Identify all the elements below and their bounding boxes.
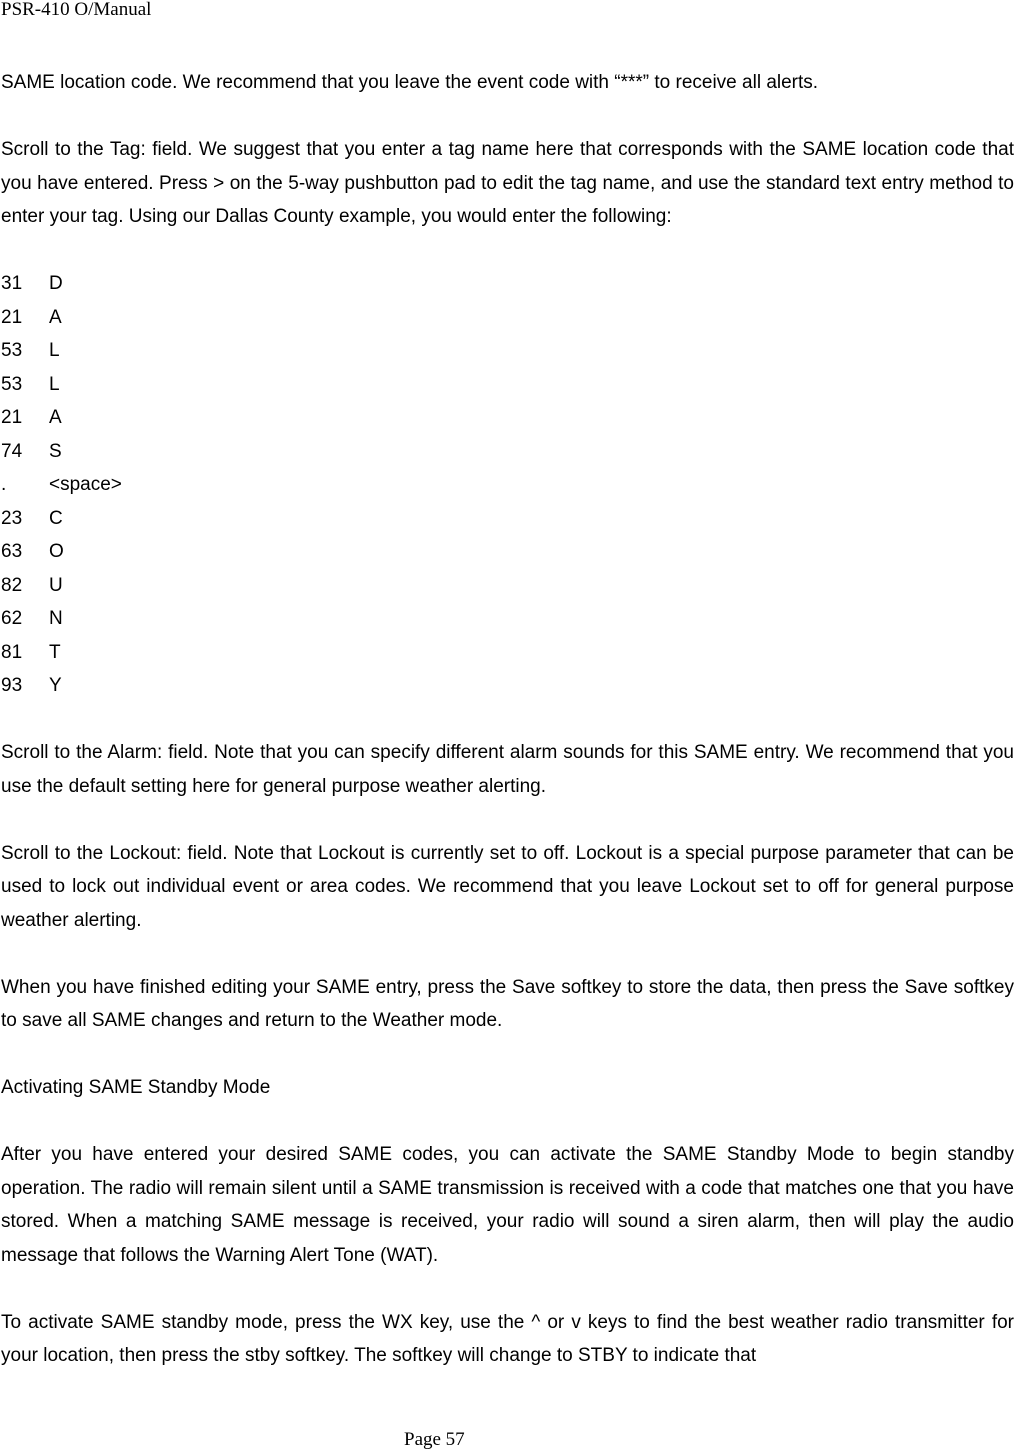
code-entry bbox=[1, 334, 1014, 368]
tag-entry-code-list bbox=[1, 267, 1014, 703]
code-key: 63 bbox=[1, 541, 23, 562]
paragraph-save-entry: When you have finished editing your SAME entry, press the Save softkey to store the data, then press the Save softkey to save all SAME changes and return to the Weather mode. bbox=[1, 976, 1014, 1031]
code-entry bbox=[1, 636, 1014, 670]
code-char: A bbox=[49, 407, 62, 428]
code-key: 21 bbox=[1, 306, 23, 328]
code-key: 23 bbox=[1, 507, 23, 529]
code-entry bbox=[1, 267, 1014, 301]
code-key: . bbox=[1, 474, 7, 495]
code-char: U bbox=[49, 574, 63, 596]
code-entry bbox=[1, 368, 1014, 402]
code-key: 93 bbox=[1, 675, 23, 696]
code-char: T bbox=[49, 641, 61, 663]
code-key: 53 bbox=[1, 373, 23, 395]
document-body bbox=[1, 66, 1014, 1373]
code-key: 62 bbox=[1, 608, 23, 629]
code-key: 21 bbox=[1, 407, 23, 428]
code-char: O bbox=[49, 541, 64, 562]
code-char: Y bbox=[49, 675, 62, 696]
code-char: C bbox=[49, 507, 63, 529]
code-entry bbox=[1, 669, 1014, 703]
section-heading-standby-mode: Activating SAME Standby Mode bbox=[1, 1077, 271, 1098]
code-key: 74 bbox=[1, 440, 23, 462]
code-key: 53 bbox=[1, 340, 23, 361]
code-char: S bbox=[49, 440, 62, 462]
paragraph-same-location: SAME location code. We recommend that you leave the event code with “***” to receive all alerts. bbox=[1, 72, 819, 93]
page-header-title: PSR-410 O/Manual bbox=[1, 0, 152, 20]
code-char: A bbox=[49, 306, 62, 328]
page-number: Page 57 bbox=[404, 1429, 465, 1450]
code-key: 31 bbox=[1, 273, 23, 294]
code-entry bbox=[1, 301, 1014, 335]
code-entry bbox=[1, 569, 1014, 603]
code-key: 82 bbox=[1, 574, 23, 596]
code-char: <space> bbox=[49, 474, 122, 495]
code-char: L bbox=[49, 373, 60, 395]
code-entry bbox=[1, 602, 1014, 636]
paragraph-tag-field: Scroll to the Tag: field. We suggest that you enter a tag name here that corresponds with the SAME location code that you have entered. Press > on the 5-way pushbutton pad to edit the tag name, and use the standard text entry method to enter your tag. Using our Dallas County example, you would enter the following: bbox=[1, 139, 1014, 227]
code-entry bbox=[1, 468, 1014, 502]
code-char: D bbox=[49, 273, 63, 294]
code-char: L bbox=[49, 340, 60, 361]
paragraph-activate-standby: To activate SAME standby mode, press the WX key, use the ^ or v keys to find the best weather radio transmitter for your location, then press the stby softkey. The softkey will change to STBY to indicate that bbox=[1, 1311, 1014, 1366]
code-entry bbox=[1, 435, 1014, 469]
paragraph-standby-description: After you have entered your desired SAME codes, you can activate the SAME Standby Mode to begin standby operation. The radio will remain silent until a SAME transmission is received with a code that matches one that you have stored. When a matching SAME message is received, your radio will sound a siren alarm, then will play the audio message that follows the Warning Alert Tone (WAT). bbox=[1, 1144, 1014, 1266]
code-char: N bbox=[49, 608, 63, 629]
code-entry bbox=[1, 535, 1014, 569]
paragraph-alarm-field: Scroll to the Alarm: field. Note that you can specify different alarm sounds for this SAME entry. We recommend that you use the default setting here for general purpose weather alerting. bbox=[1, 742, 1014, 797]
paragraph-lockout-field: Scroll to the Lockout: field. Note that Lockout is currently set to off. Lockout is a special purpose parameter that can be used to lock out individual event or area codes. We recommend that you leave Lockout set to off for general purpose weather alerting. bbox=[1, 842, 1014, 931]
code-entry bbox=[1, 401, 1014, 435]
code-entry bbox=[1, 502, 1014, 536]
code-key: 81 bbox=[1, 641, 23, 663]
